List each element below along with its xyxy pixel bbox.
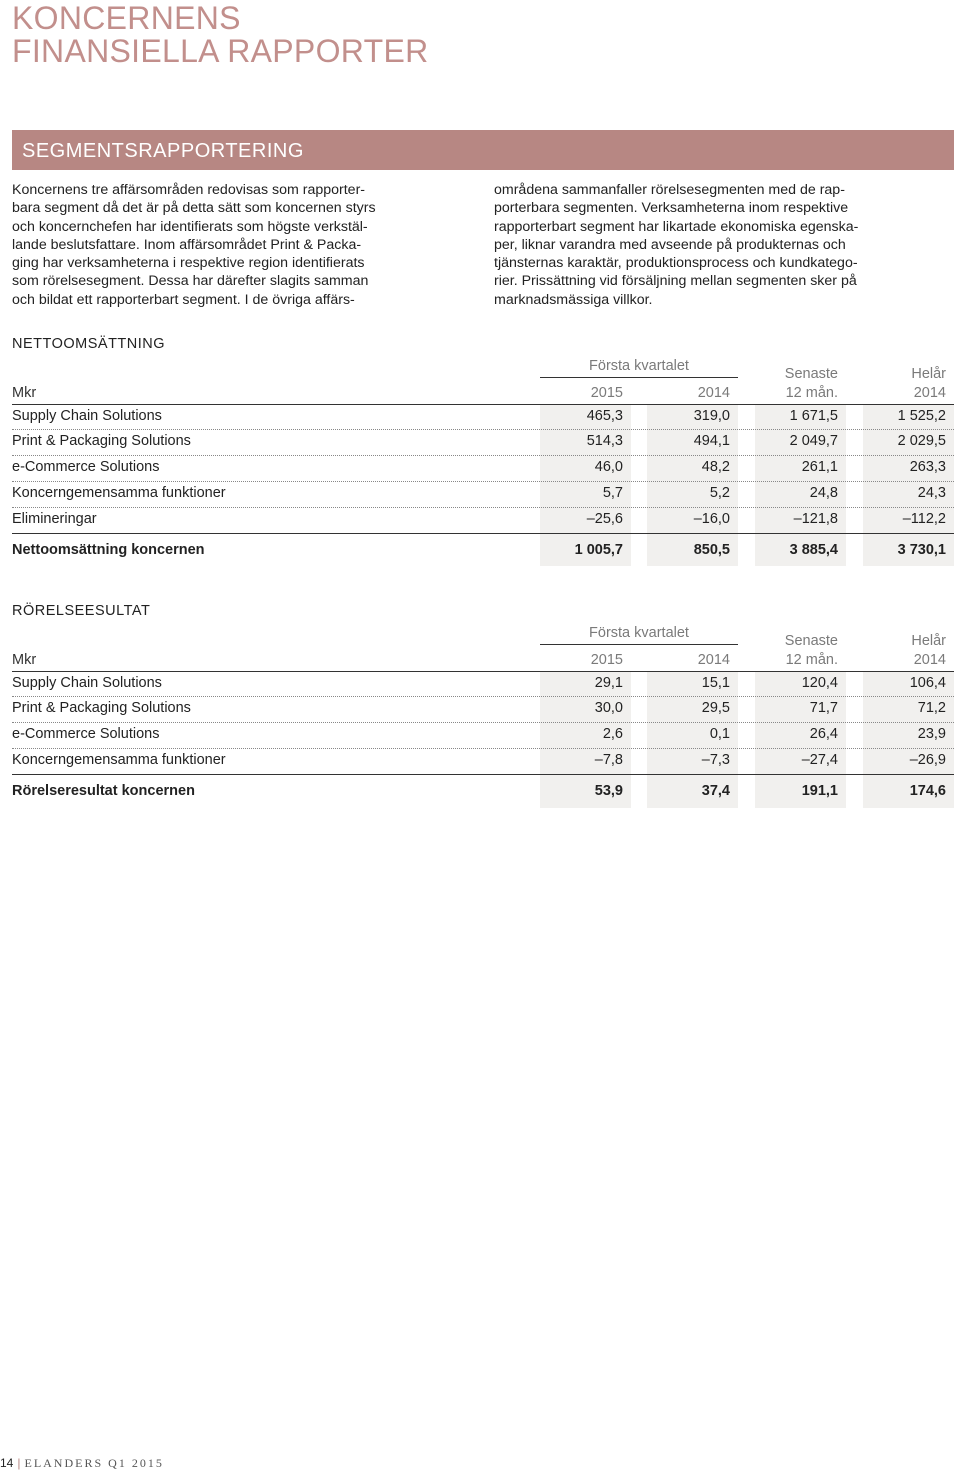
total-label: Nettoomsättning koncernen xyxy=(12,542,205,558)
cell-value: 5,2 xyxy=(709,485,730,501)
total-value: 3 730,1 xyxy=(897,542,946,558)
group-header-rule xyxy=(540,377,738,378)
intro-line: och koncernchefen har identifierats som högste verkstäl- xyxy=(12,218,368,235)
intro-line: rier. Prissättning vid försäljning mellan segmenten sker på xyxy=(494,273,857,290)
footer-separator: | xyxy=(17,1456,21,1470)
row-label: Print & Packaging Solutions xyxy=(12,700,191,716)
cell-value: 29,1 xyxy=(594,675,623,691)
table-row xyxy=(12,696,954,722)
intro-line: som rörelsesegment. Dessa har därefter slagits samman xyxy=(12,273,369,290)
unit-header: Mkr xyxy=(12,385,37,401)
page-number: 14 xyxy=(0,1456,14,1470)
row-label: Print & Packaging Solutions xyxy=(12,433,191,449)
col-header-2015: 2015 xyxy=(590,385,623,401)
page-title xyxy=(12,2,429,68)
cell-value: 120,4 xyxy=(801,675,838,691)
cell-value: 24,3 xyxy=(917,485,946,501)
cell-value: –112,2 xyxy=(902,511,946,527)
table-row xyxy=(12,404,954,430)
cell-value: 30,0 xyxy=(594,700,623,716)
intro-line: rapporterbart segment har likartade ekonomiska egenska- xyxy=(494,218,859,235)
cell-value: 2 049,7 xyxy=(789,433,838,449)
col-header-2014: 2014 xyxy=(697,652,730,668)
row-label: Supply Chain Solutions xyxy=(12,408,162,424)
page-footer xyxy=(0,1456,164,1471)
cell-value: 71,2 xyxy=(917,700,946,716)
intro-line: marknadsmässiga villkor. xyxy=(494,291,653,308)
footer-brand: ELANDERS Q1 2015 xyxy=(24,1456,164,1470)
table-row xyxy=(12,722,954,748)
row-label: e-Commerce Solutions xyxy=(12,459,160,475)
page-title-line2: FINANSIELLA RAPPORTER xyxy=(12,33,429,69)
cell-value: –27,4 xyxy=(801,752,838,768)
cell-value: 48,2 xyxy=(701,459,730,475)
col-header-helar-2014: 2014 xyxy=(913,652,946,668)
table-total-row xyxy=(12,779,954,805)
intro-left-column xyxy=(12,181,472,309)
table-rorelseresultat xyxy=(12,623,954,811)
intro-right-column xyxy=(494,181,954,309)
table-row xyxy=(12,429,954,455)
row-label: Elimineringar xyxy=(12,511,97,527)
cell-value: 514,3 xyxy=(586,433,623,449)
group-header: Första kvartalet xyxy=(589,625,689,641)
total-rule xyxy=(12,533,954,534)
total-value: 53,9 xyxy=(594,783,623,799)
intro-line: bara segment då det är på detta sätt som koncernen styrs xyxy=(12,200,376,217)
cell-value: 24,8 xyxy=(809,485,838,501)
cell-value: 0,1 xyxy=(709,726,730,742)
table-row xyxy=(12,455,954,481)
cell-value: 5,7 xyxy=(602,485,623,501)
col-header-helar: Helår xyxy=(911,366,946,382)
intro-line: per, liknar varandra med avseende på produkternas och xyxy=(494,236,846,253)
total-label: Rörelseresultat koncernen xyxy=(12,783,195,799)
row-label: e-Commerce Solutions xyxy=(12,726,160,742)
cell-value: 2,6 xyxy=(602,726,623,742)
cell-value: 26,4 xyxy=(809,726,838,742)
col-header-senaste: Senaste xyxy=(784,633,838,649)
cell-value: –7,8 xyxy=(594,752,623,768)
table-title-nettoomsattning: NETTOOMSÄTTNING xyxy=(12,336,166,352)
cell-value: 46,0 xyxy=(594,459,623,475)
intro-line: porterbara segmenten. Verksamheterna inom respektive xyxy=(494,200,849,217)
col-header-senaste: Senaste xyxy=(784,366,838,382)
intro-line: områdena sammanfaller rörelsesegmenten med de rap- xyxy=(494,182,845,198)
cell-value: –7,3 xyxy=(701,752,730,768)
total-value: 191,1 xyxy=(801,783,838,799)
section-banner: SEGMENTSRAPPORTERING xyxy=(12,130,954,170)
cell-value: 29,5 xyxy=(701,700,730,716)
table-row xyxy=(12,507,954,533)
group-header-rule xyxy=(540,644,738,645)
row-label: Koncerngemensamma funktioner xyxy=(12,485,226,501)
total-value: 174,6 xyxy=(909,783,946,799)
col-header-12man: 12 mån. xyxy=(785,385,838,401)
cell-value: –121,8 xyxy=(793,511,838,527)
cell-value: –26,9 xyxy=(909,752,946,768)
col-header-2014: 2014 xyxy=(697,385,730,401)
intro-line: Koncernens tre affärsområden redovisas som rapporter- xyxy=(12,182,366,198)
total-value: 37,4 xyxy=(701,783,730,799)
table-title-rorelseresultat: RÖRELSEESULTAT xyxy=(12,603,151,619)
cell-value: 465,3 xyxy=(586,408,623,424)
cell-value: –16,0 xyxy=(693,511,730,527)
total-value: 850,5 xyxy=(693,542,730,558)
intro-line: lande beslutsfattare. Inom affärsområdet Print & Packa- xyxy=(12,236,362,253)
total-rule xyxy=(12,774,954,775)
intro-line: ging har verksamheterna i respektive region identifierats xyxy=(12,255,365,272)
table-row xyxy=(12,748,954,774)
total-value: 3 885,4 xyxy=(789,542,838,558)
cell-value: 15,1 xyxy=(701,675,730,691)
intro-line: tjänsternas karaktär, produktionsprocess och kundkatego- xyxy=(494,255,858,272)
col-header-helar-2014: 2014 xyxy=(913,385,946,401)
group-header: Första kvartalet xyxy=(589,358,689,374)
table-total-row xyxy=(12,538,954,564)
cell-value: 23,9 xyxy=(917,726,946,742)
cell-value: 261,1 xyxy=(801,459,838,475)
table-nettoomsattning xyxy=(12,356,954,570)
cell-value: 106,4 xyxy=(909,675,946,691)
cell-value: 2 029,5 xyxy=(897,433,946,449)
cell-value: 71,7 xyxy=(809,700,838,716)
table-row xyxy=(12,481,954,507)
cell-value: 494,1 xyxy=(693,433,730,449)
page-title-line1: KONCERNENS xyxy=(12,0,241,36)
col-header-12man: 12 mån. xyxy=(785,652,838,668)
cell-value: –25,6 xyxy=(586,511,623,527)
cell-value: 1 525,2 xyxy=(897,408,946,424)
intro-line: och bildat ett rapporterbart segment. I de övriga affärs- xyxy=(12,291,355,308)
table-row xyxy=(12,671,954,697)
row-label: Supply Chain Solutions xyxy=(12,675,162,691)
row-label: Koncerngemensamma funktioner xyxy=(12,752,226,768)
total-value: 1 005,7 xyxy=(574,542,623,558)
cell-value: 1 671,5 xyxy=(789,408,838,424)
unit-header: Mkr xyxy=(12,652,37,668)
cell-value: 263,3 xyxy=(909,459,946,475)
cell-value: 319,0 xyxy=(693,408,730,424)
col-header-2015: 2015 xyxy=(590,652,623,668)
col-header-helar: Helår xyxy=(911,633,946,649)
